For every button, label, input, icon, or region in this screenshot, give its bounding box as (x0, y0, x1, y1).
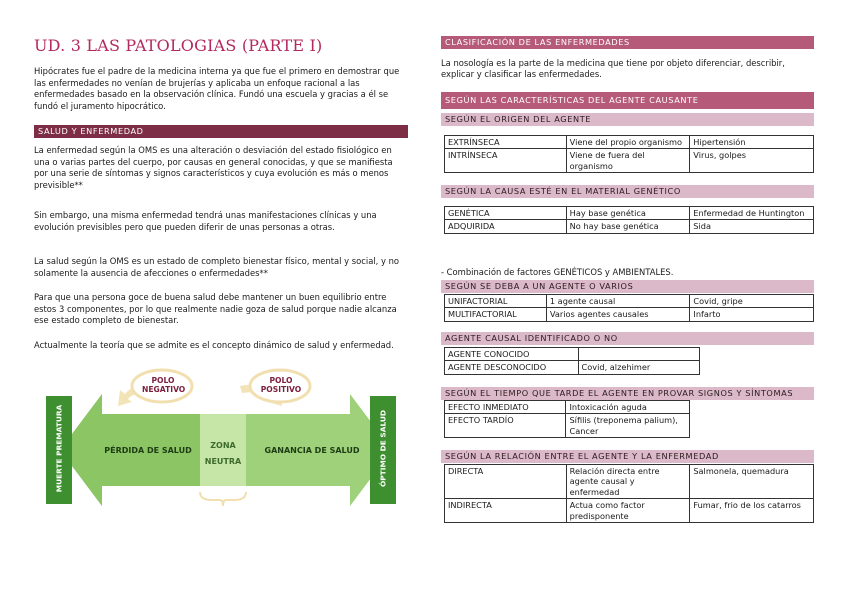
table-row (445, 361, 700, 374)
varios-table (444, 294, 814, 322)
table-row (445, 401, 690, 414)
page-title: UD. 3 LAS PATOLOGIAS (PARTE I) (34, 36, 323, 55)
table-cell: INTRÍNSECA (445, 149, 567, 173)
table-cell: ADQUIRIDA (445, 220, 567, 233)
genetico-table (444, 206, 814, 234)
subsection-bar-varios: SEGÚN SE DEBA A UN AGENTE O VARIOS (441, 280, 814, 293)
table-row (445, 220, 814, 233)
table-cell: INDIRECTA (445, 499, 567, 523)
clasificacion-text: La nosología es la parte de la medicina que tiene por objeto diferenciar, describir, explicar y clasificar las enfermedades. (441, 58, 785, 79)
table-cell: DIRECTA (445, 465, 567, 499)
table-row (445, 348, 700, 361)
table-cell: Intoxicación aguda (566, 401, 690, 414)
relacion-table (444, 464, 814, 523)
paragraph-concepto-dinamico: Actualmente la teoría que se admite es el concepto dinámico de salud y enfermedad. (34, 340, 394, 350)
section-bar-salud: SALUD Y ENFERMEDAD (34, 125, 408, 138)
table-cell: EFECTO TARDÍO (445, 414, 566, 438)
table-cell: MULTIFACTORIAL (445, 308, 547, 321)
table-cell: Varios agentes causales (546, 308, 690, 321)
table-cell: Actua como factor predisponente (566, 499, 690, 523)
table-cell: Covid, gripe (690, 295, 814, 308)
paragraph-salud: La salud según la OMS es un estado de completo bienestar físico, mental y social, y no solamente la ausencia de afecciones o enfermedades** (34, 256, 400, 278)
subsection-bar-relacion: SEGÚN LA RELACIÓN ENTRE EL AGENTE Y LA ENFERMEDAD (441, 450, 814, 463)
polo-negativo-label: POLO NEGATIVO (142, 376, 186, 394)
paragraph-equilibrio: Para que una persona goce de buena salud debe mantener un buen equilibrio entre estos 3 componentes, por lo que realmente nadie goza de salud porque nadie alcanza ese estado completo de bienestar. (34, 292, 397, 326)
table-cell: Sífilis (treponema palium), Cancer (566, 414, 690, 438)
table-cell: Sida (690, 220, 814, 233)
table-row (445, 295, 814, 308)
table-row (445, 499, 814, 523)
subsection-bar-genetico: SEGÚN LA CAUSA ESTÉ EN EL MATERIAL GENÉTICO (441, 185, 814, 198)
intro-paragraph: Hipócrates fue el padre de la medicina interna ya que fue el primero en demostrar que las enfermedades no venían de brujerías y aplicaba un enfoque racional a las enfermedades basado en la observación clínica. Fundó una escuela y gracias a él se fundó el juramento hipocrático. (34, 66, 400, 111)
table-cell: EFECTO INMEDIATO (445, 401, 566, 414)
table-row (445, 414, 690, 438)
muerte-prematura-label: MUERTE PREMATURA (54, 404, 64, 493)
table-row (445, 465, 814, 499)
identificado-table (444, 347, 700, 375)
table-cell: Covid, alzehimer (578, 361, 699, 374)
paragraph-enfermedad: La enfermedad según la OMS es una alteración o desviación del estado fisiológico en una o varias partes del cuerpo, por causas en general conocidas, y que se manifiesta por una serie de síntomas y signos característicos y cuya evolución es más o menos previsible** (34, 145, 393, 190)
table-cell: UNIFACTORIAL (445, 295, 547, 308)
table-cell: Salmonela, quemadura (690, 465, 814, 499)
table-cell: Infarto (690, 308, 814, 321)
table-row (445, 308, 814, 321)
tiempo-table (444, 400, 690, 438)
subsection-bar-origen: SEGÚN EL ORIGEN DEL AGENTE (441, 113, 814, 126)
salud-enfermedad-diagram (40, 366, 406, 516)
ganancia-salud-label: GANANCIA DE SALUD (264, 446, 360, 455)
table-cell: Relación directa entre agente causal y enfermedad (566, 465, 690, 499)
table-cell: 1 agente causal (546, 295, 690, 308)
table-cell: Hay base genética (566, 207, 690, 220)
table-cell: No hay base genética (566, 220, 690, 233)
subsection-bar-tiempo: SEGÚN EL TIEMPO QUE TARDE EL AGENTE EN PROVAR SIGNOS Y SÍNTOMAS (441, 387, 814, 400)
optimo-salud-label: ÓPTIMO DE SALUD (378, 409, 388, 488)
origen-table (444, 135, 814, 173)
table-row (445, 149, 814, 173)
paragraph-sin-embargo: Sin embargo, una misma enfermedad tendrá unas manifestaciones clínicas y una evolución previsibles pero que pueden diferir de unas personas a otras. (34, 210, 377, 232)
combinacion-text: - Combinación de factores GENÉTICOS y AMBIENTALES. (441, 267, 674, 277)
table-cell: AGENTE CONOCIDO (445, 348, 579, 361)
table-cell: Fumar, frio de los catarros (690, 499, 814, 523)
section-bar-agente-causante: SEGÚN LAS CARACTERÍSTICAS DEL AGENTE CAUSANTE (441, 92, 814, 109)
table-cell: Virus, golpes (690, 149, 814, 173)
table-cell: Enfermedad de Huntington (690, 207, 814, 220)
table-cell: Viene de fuera del organismo (566, 149, 690, 173)
zona-brace (200, 492, 246, 506)
table-row (445, 136, 814, 149)
table-cell: Hipertensión (690, 136, 814, 149)
zona-neutra-label: ZONA NEUTRA (204, 441, 242, 466)
polo-positivo-label: POLO POSITIVO (260, 376, 302, 394)
table-cell: Viene del propio organismo (566, 136, 690, 149)
table-cell: EXTRÍNSECA (445, 136, 567, 149)
table-cell: AGENTE DESCONOCIDO (445, 361, 579, 374)
table-cell (578, 348, 699, 361)
section-bar-clasificacion: CLASIFICACIÓN DE LAS ENFERMEDADES (441, 36, 814, 49)
subsection-bar-identificado: AGENTE CAUSAL IDENTIFICADO O NO (441, 332, 814, 345)
perdida-salud-label: PÉRDIDA DE SALUD (104, 446, 192, 455)
table-cell: GENÉTICA (445, 207, 567, 220)
table-row (445, 207, 814, 220)
